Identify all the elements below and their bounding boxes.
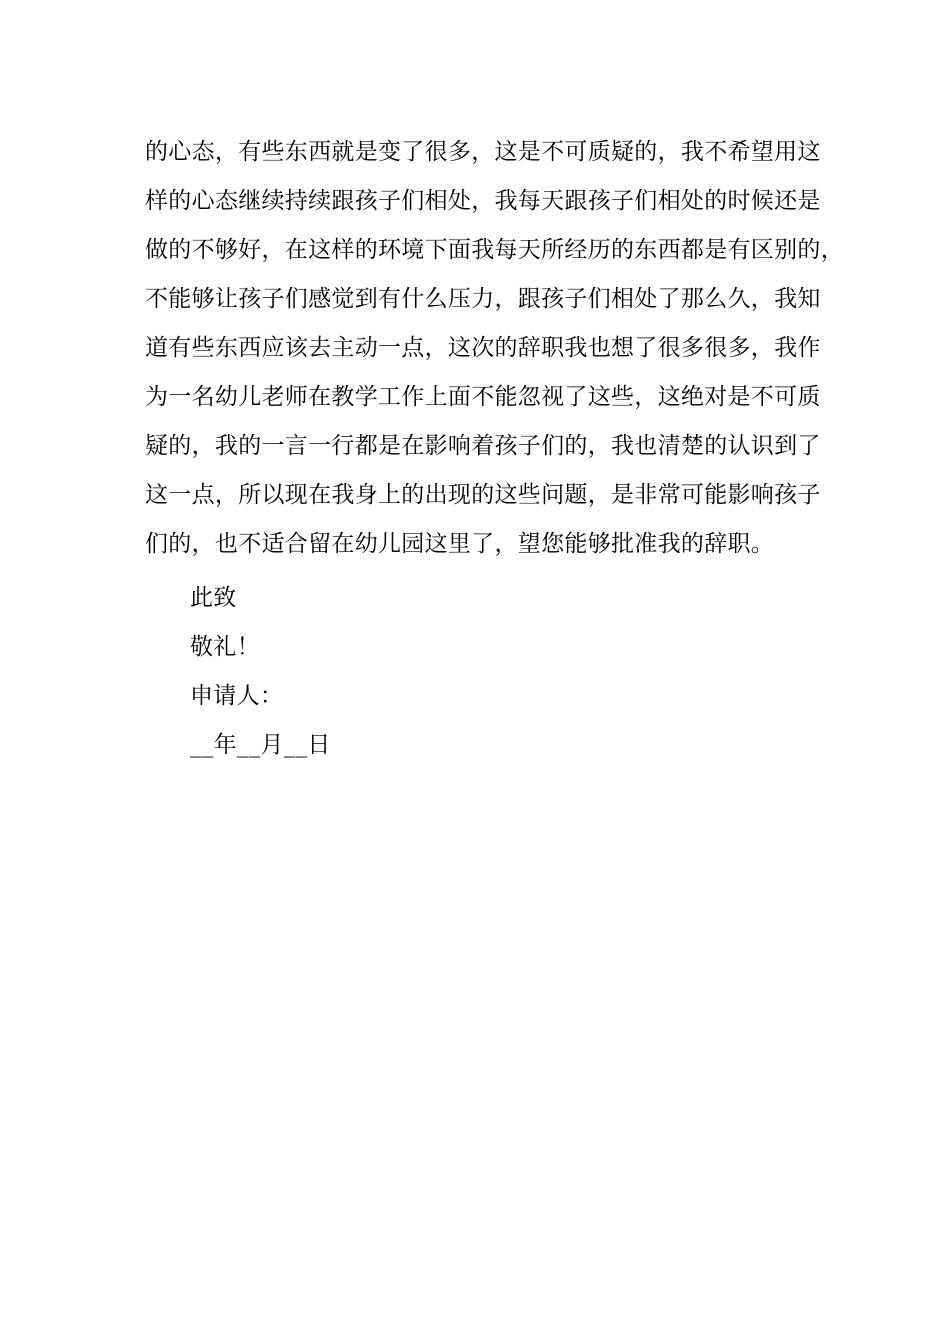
regards: 敬礼！ (190, 634, 260, 660)
letter-closing (190, 574, 590, 770)
letter-body (145, 128, 845, 569)
salutation: 此致 (190, 585, 237, 611)
body-line: 不能够让孩子们感觉到有什么压力，跟孩子们相处了那么久，我知 (145, 286, 821, 312)
body-line: 的心态，有些东西就是变了很多，这是不可质疑的，我不希望用这 (145, 139, 821, 165)
applicant-label: 申请人： (190, 683, 284, 709)
body-line: 道有些东西应该去主动一点，这次的辞职我也想了很多很多，我作 (145, 335, 821, 361)
body-line: 疑的，我的一言一行都是在影响着孩子们的，我也清楚的认识到了 (145, 433, 821, 459)
body-line: 这一点，所以现在我身上的出现的这些问题，是非常可能影响孩子 (145, 482, 821, 508)
date-line: __年__月__日 (190, 732, 331, 758)
body-line: 样的心态继续持续跟孩子们相处，我每天跟孩子们相处的时候还是 (145, 188, 821, 214)
body-line: 们的，也不适合留在幼儿园这里了，望您能够批准我的辞职。 (145, 531, 775, 557)
body-line: 做的不够好，在这样的环境下面我每天所经历的东西都是有区别的， (145, 237, 844, 263)
body-line: 为一名幼儿老师在教学工作上面不能忽视了这些，这绝对是不可质 (145, 384, 821, 410)
